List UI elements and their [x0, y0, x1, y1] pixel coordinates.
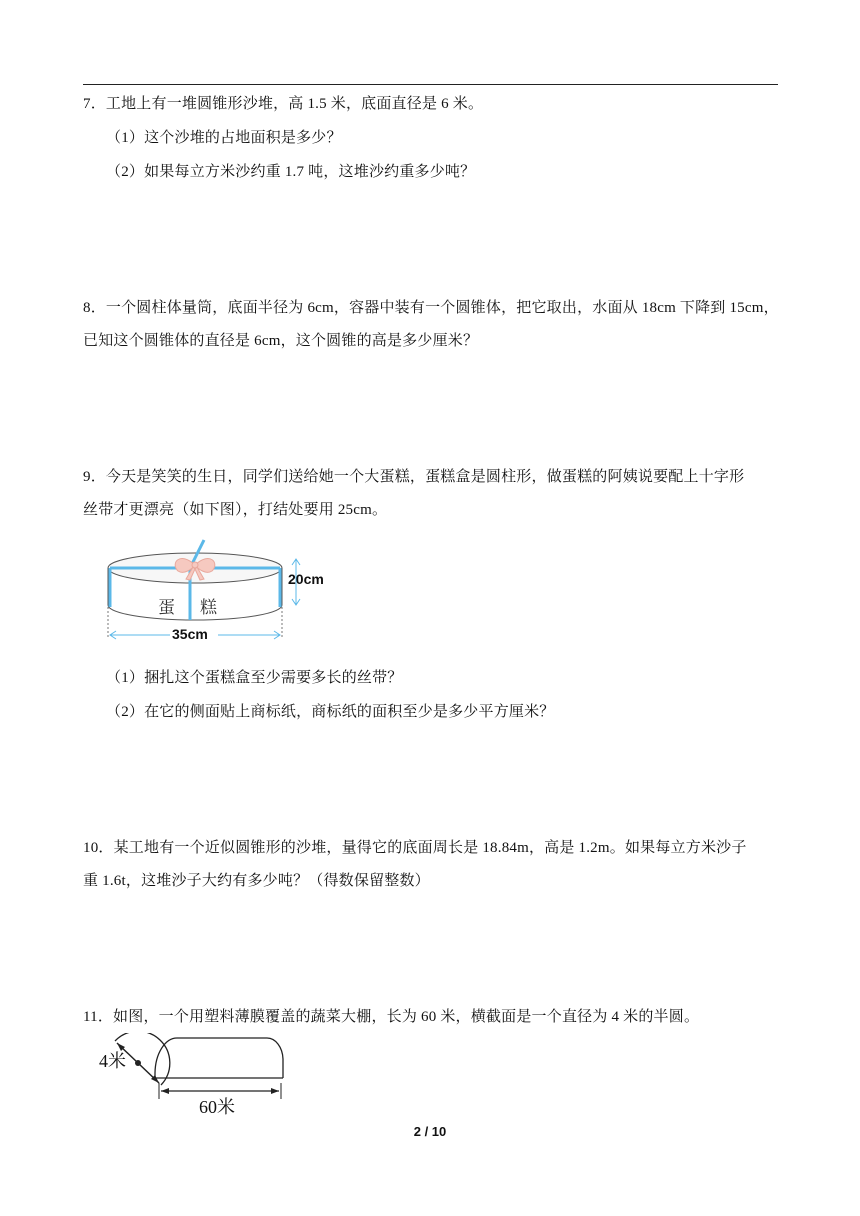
question-9-sub-1: （1）捆扎这个蛋糕盒至少需要多长的丝带？ — [106, 670, 403, 686]
question-text: 如图，一个用塑料薄膜覆盖的蔬菜大棚，长为 60 米，横截面是一个直径为 4 米的半圆。 — [113, 1009, 700, 1025]
question-number: 7． — [83, 96, 106, 112]
cake-box-diagram — [100, 535, 340, 645]
diameter-label: 4米 — [99, 1051, 126, 1071]
question-text: 今天是笑笑的生日，同学们送给她一个大蛋糕，蛋糕盒是圆柱形，做蛋糕的阿姨说要配上十字形 — [105, 469, 745, 485]
question-10-line-2: 重 1.6t，这堆沙子大约有多少吨？（得数保留整数） — [83, 873, 430, 889]
question-text: 一个圆柱体量筒，底面半径为 6cm，容器中装有一个圆锥体，把它取出，水面从 18cm 下降到 15cm， — [105, 300, 779, 316]
question-7-sub-1: （1）这个沙堆的占地面积是多少？ — [106, 130, 342, 146]
question-number: 9． — [83, 469, 106, 485]
question-7 — [83, 94, 483, 114]
question-9-sub-2: （2）在它的侧面贴上商标纸，商标纸的面积至少是多少平方厘米？ — [106, 704, 555, 720]
cake-box-figure — [100, 535, 340, 650]
page-number: 2 / 10 — [413, 1124, 447, 1139]
length-label: 60米 — [199, 1097, 235, 1117]
question-number: 10． — [83, 840, 114, 856]
question-number: 8． — [83, 300, 106, 316]
question-text: 某工地有一个近似圆锥形的沙堆，量得它的底面周长是 18.84m，高是 1.2m。如果每立方米沙子 — [113, 840, 747, 856]
question-9-line-2: 丝带才更漂亮（如下图），打结处要用 25cm。 — [83, 502, 388, 518]
greenhouse-diagram — [95, 1033, 295, 1118]
width-label: 35cm — [172, 626, 208, 642]
header-rule — [83, 84, 778, 85]
question-9 — [83, 467, 744, 487]
cake-label: 蛋 糕 — [158, 598, 221, 617]
height-label: 20cm — [288, 571, 324, 587]
question-7-sub-2: （2）如果每立方米沙约重 1.7 吨，这堆沙约重多少吨？ — [106, 164, 476, 180]
center-dot — [135, 1060, 141, 1066]
greenhouse-figure — [95, 1033, 295, 1123]
question-text: 工地上有一堆圆锥形沙堆，高 1.5 米，底面直径是 6 米。 — [105, 96, 484, 112]
question-8-line-2: 已知这个圆锥体的直径是 6cm，这个圆锥的高是多少厘米？ — [83, 333, 479, 349]
question-10 — [83, 838, 747, 858]
question-8 — [83, 298, 779, 318]
question-number: 11． — [83, 1009, 114, 1025]
question-11 — [83, 1007, 699, 1027]
